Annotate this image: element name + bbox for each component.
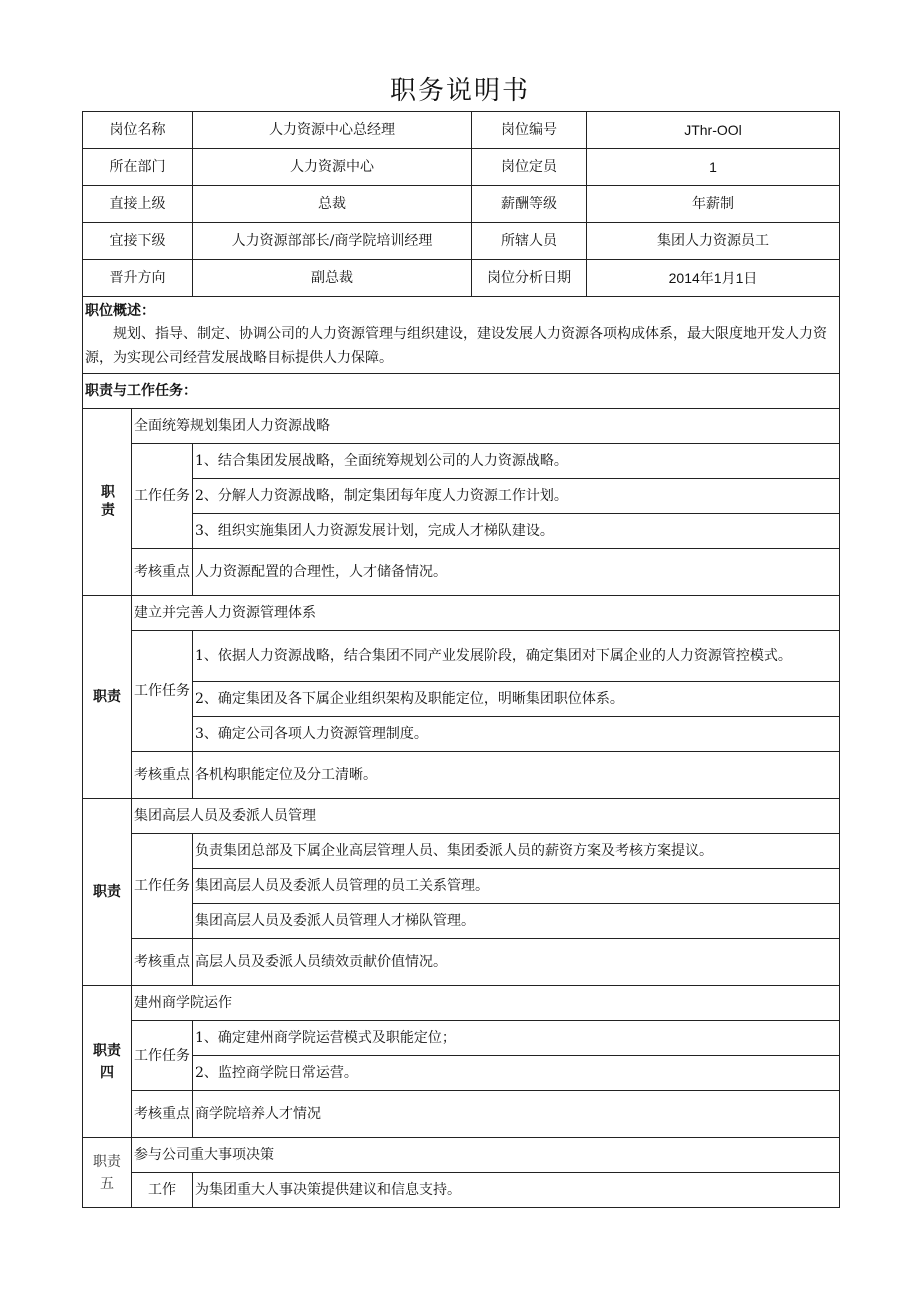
info-value: JThr-OOl [587,112,840,149]
overview-row [83,297,840,374]
assessment-row [83,939,840,986]
task-label: 工作任务 [132,834,193,939]
info-row [83,223,840,260]
task-item: 1、依据人力资源战略，结合集团不同产业发展阶段，确定集团对下属企业的人力资源管控模式。 [193,631,840,682]
task-item: 2、监控商学院日常运营。 [193,1056,840,1091]
assessment-row [83,752,840,799]
duty-label: 职责 [83,596,132,799]
assessment-text: 各机构职能定位及分工清晰。 [193,752,840,799]
duty-label: 职责 [83,409,132,596]
info-value: 2014年1月1日 [587,260,840,297]
task-label: 工作任务 [132,1021,193,1091]
task-row [83,904,840,939]
task-row [83,682,840,717]
duty-title-row [83,799,840,834]
info-label: 薪酬等级 [472,186,587,223]
task-item: 2、确定集团及各下属企业组织架构及职能定位，明晰集团职位体系。 [193,682,840,717]
assessment-label: 考核重点 [132,549,193,596]
task-row [83,869,840,904]
info-value: 总裁 [193,186,472,223]
task-row [83,444,840,479]
info-row [83,186,840,223]
duty-label: 职责五 [83,1138,132,1208]
task-item: 1、确定建州商学院运营模式及职能定位； [193,1021,840,1056]
duty-label: 职责四 [83,986,132,1138]
duty-title-row [83,409,840,444]
overview-text: 规划、指导、制定、协调公司的人力资源管理与组织建设，建设发展人力资源各项构成体系，最大限度地开发人力资源，为实现公司经营发展战略目标提供人力保障。 [85,326,827,366]
info-value: 1 [587,149,840,186]
assessment-text: 商学院培养人才情况 [193,1091,840,1138]
info-value: 副总裁 [193,260,472,297]
info-label: 直接上级 [83,186,193,223]
info-label: 所在部门 [83,149,193,186]
info-label: 岗位名称 [83,112,193,149]
duty-title: 建州商学院运作 [132,986,840,1021]
task-row [83,479,840,514]
task-label: 工作任务 [132,444,193,549]
document-title: 职务说明书 [389,76,530,106]
assessment-label: 考核重点 [132,1091,193,1138]
info-label: 岗位编号 [472,112,587,149]
info-value: 集团人力资源员工 [587,223,840,260]
duty-title: 参与公司重大事项决策 [132,1138,840,1173]
info-value: 人力资源中心总经理 [193,112,472,149]
info-value: 人力资源部部长/商学院培训经理 [193,223,472,260]
task-row [83,1173,840,1208]
info-label: 岗位分析日期 [472,260,587,297]
info-label: 晋升方向 [83,260,193,297]
duty-title-row [83,596,840,631]
duties-label: 职责与工作任务： [83,374,840,409]
task-row [83,631,840,682]
overview-label: 职位概述： [85,303,155,319]
info-row [83,149,840,186]
duties-header-row [83,374,840,409]
assessment-label: 考核重点 [132,752,193,799]
duty-title: 集团高层人员及委派人员管理 [132,799,840,834]
task-row [83,1056,840,1091]
task-item: 集团高层人员及委派人员管理人才梯队管理。 [193,904,840,939]
assessment-label: 考核重点 [132,939,193,986]
duty-title-row [83,986,840,1021]
info-row [83,260,840,297]
task-item: 3、确定公司各项人力资源管理制度。 [193,717,840,752]
duty-title-row [83,1138,840,1173]
task-item: 3、组织实施集团人力资源发展计划，完成人才梯队建设。 [193,514,840,549]
task-row [83,514,840,549]
task-item: 2、分解人力资源战略，制定集团每年度人力资源工作计划。 [193,479,840,514]
task-row [83,834,840,869]
info-label: 所辖人员 [472,223,587,260]
job-description-table [82,111,840,1208]
task-item: 集团高层人员及委派人员管理的员工关系管理。 [193,869,840,904]
info-row [83,112,840,149]
duty-title: 建立并完善人力资源管理体系 [132,596,840,631]
assessment-text: 高层人员及委派人员绩效贡献价值情况。 [193,939,840,986]
task-label: 工作任务 [132,631,193,752]
info-value: 人力资源中心 [193,149,472,186]
work-label: 工作 [132,1173,193,1208]
task-row [83,717,840,752]
task-item: 1、结合集团发展战略，全面统筹规划公司的人力资源战略。 [193,444,840,479]
info-label: 岗位定员 [472,149,587,186]
duty-label: 职责 [83,799,132,986]
task-item: 负责集团总部及下属企业高层管理人员、集团委派人员的薪资方案及考核方案提议。 [193,834,840,869]
info-label: 宜接下级 [83,223,193,260]
assessment-text: 人力资源配置的合理性，人才储备情况。 [193,549,840,596]
assessment-row [83,549,840,596]
info-value: 年薪制 [587,186,840,223]
duty-title: 全面统筹规划集团人力资源战略 [132,409,840,444]
assessment-row [83,1091,840,1138]
task-row [83,1021,840,1056]
task-item: 为集团重大人事决策提供建议和信息支持。 [193,1173,840,1208]
